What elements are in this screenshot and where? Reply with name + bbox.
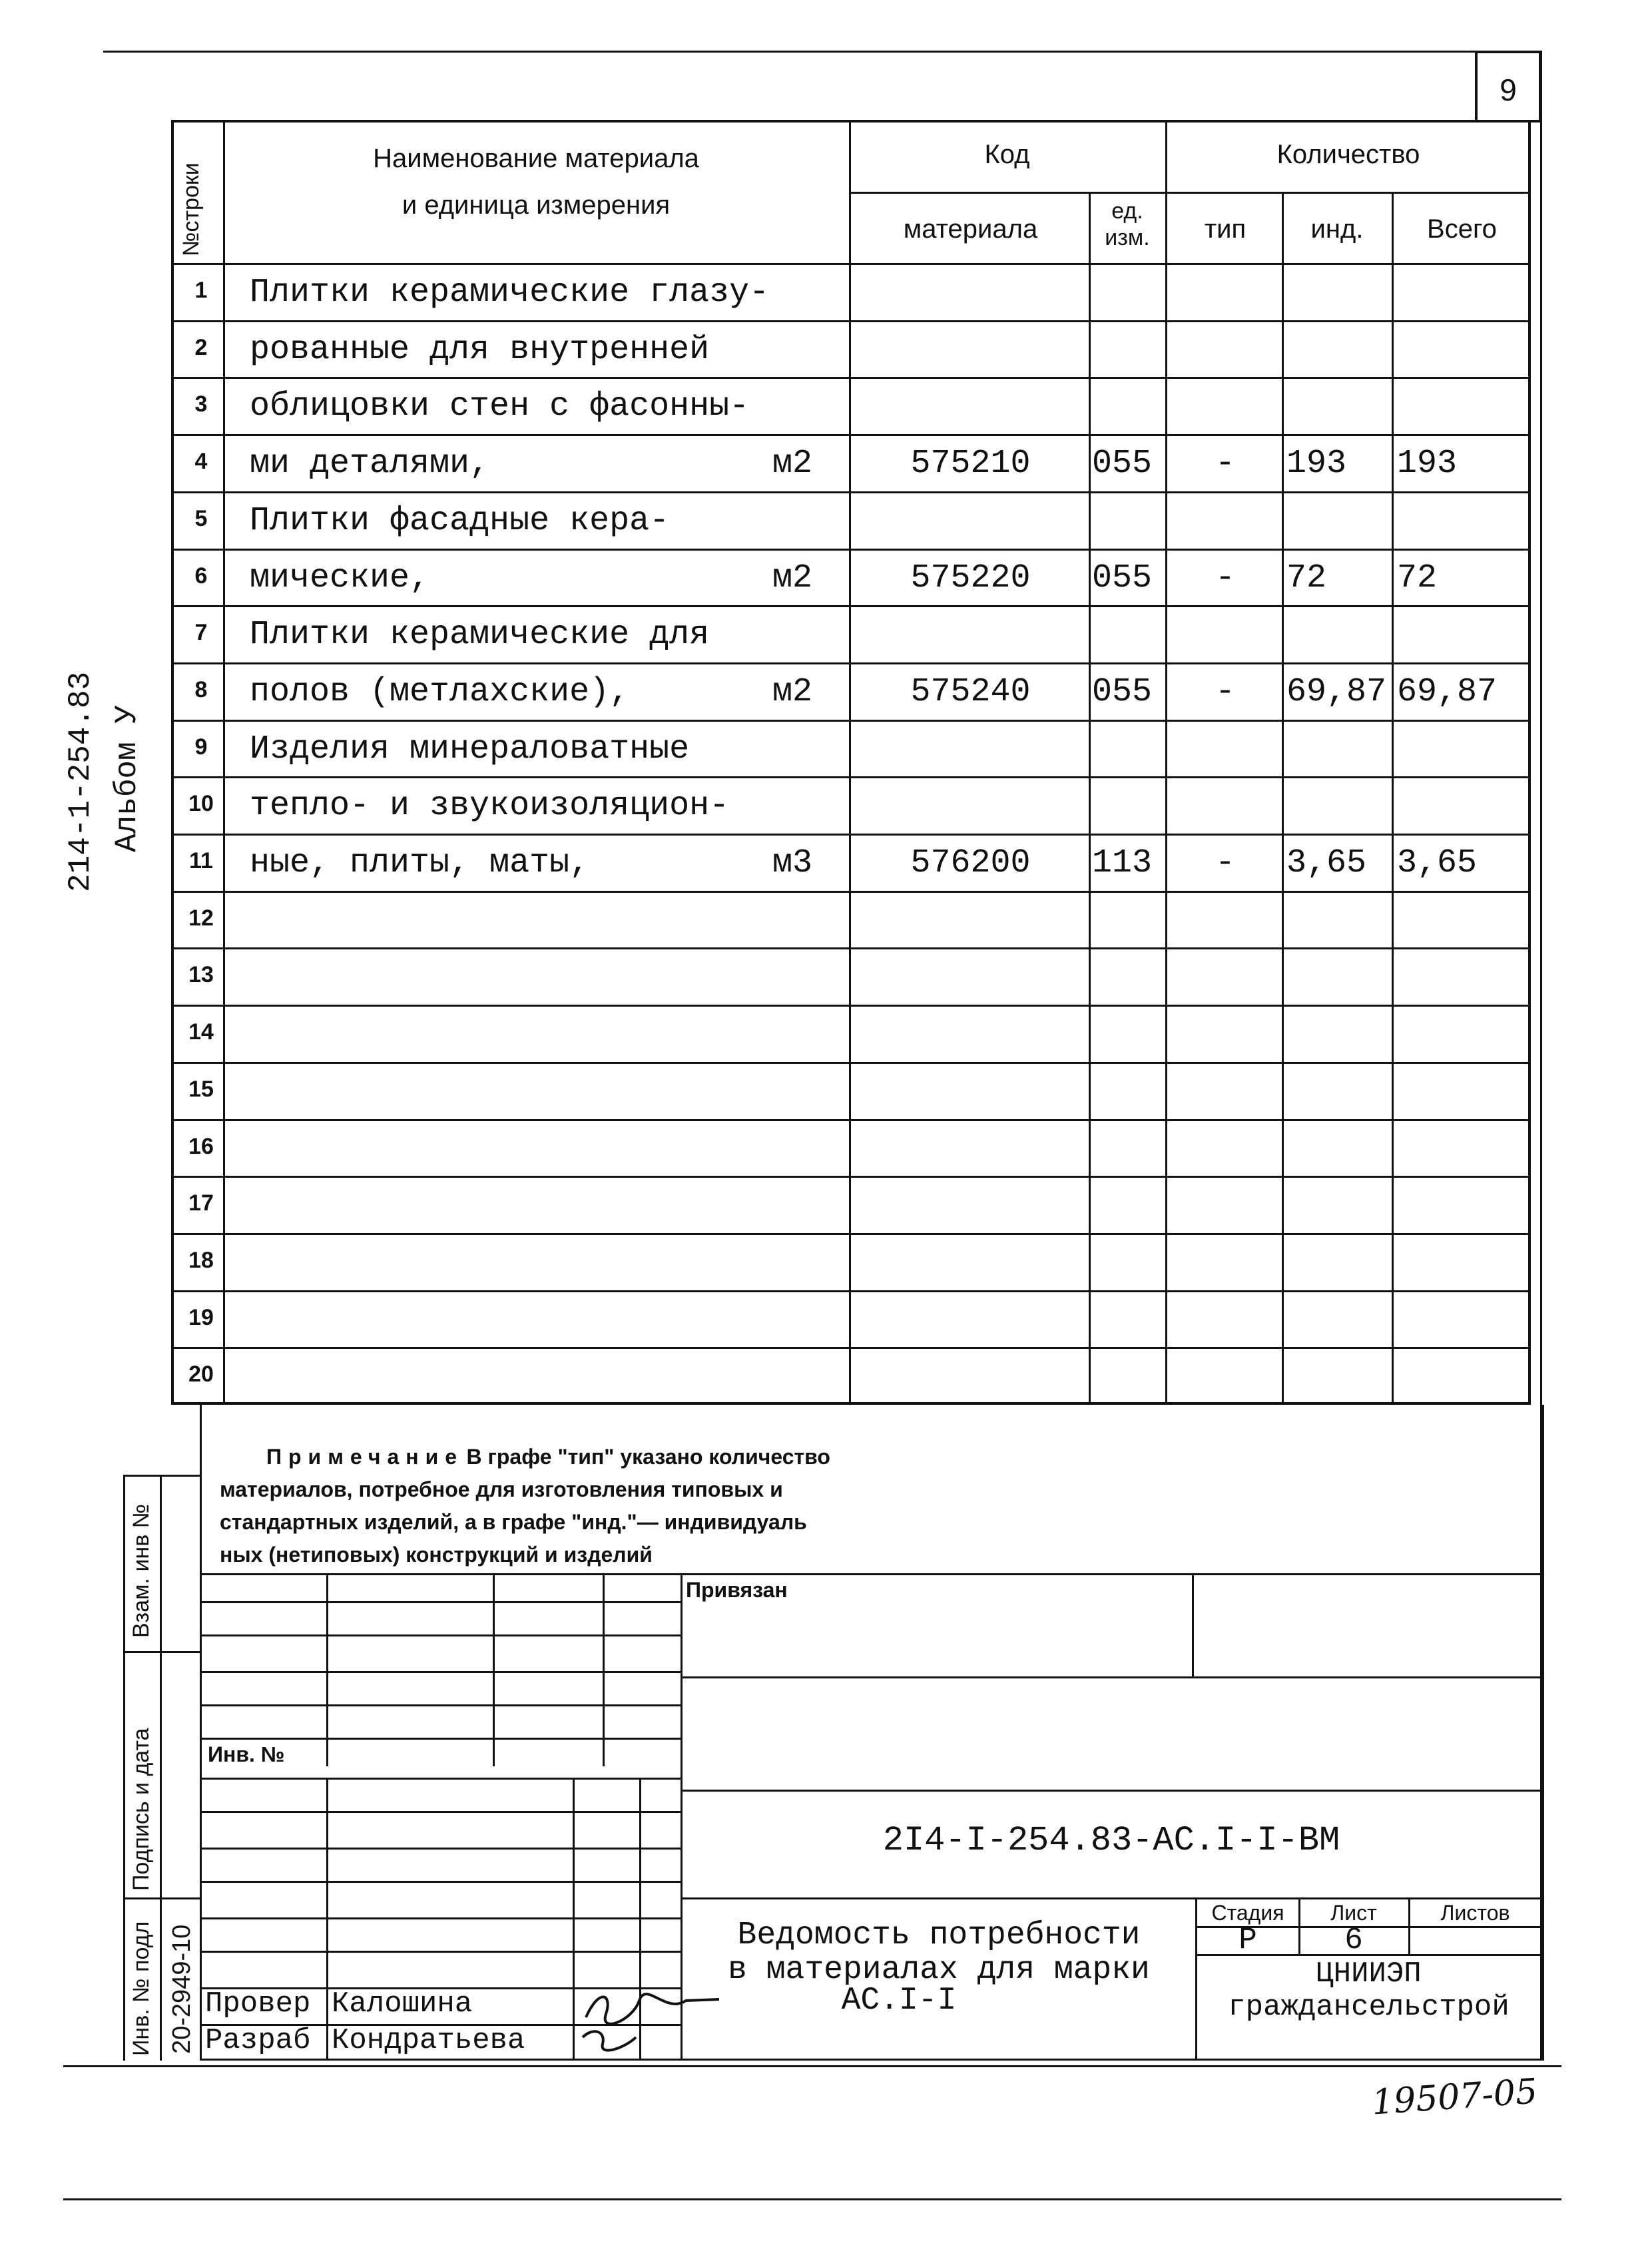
row-line [171, 947, 1531, 949]
row-number: 12 [188, 905, 214, 931]
col-line-total [1392, 192, 1394, 1405]
col-line-type [1165, 120, 1167, 1405]
row-line [171, 434, 1531, 436]
inv-no-label: Инв. № [208, 1742, 285, 1766]
material-name: полов (метлахские), [250, 673, 630, 711]
row-number: 13 [188, 962, 214, 987]
cell-ucode: 055 [1092, 559, 1153, 597]
stamp-left-line [200, 1405, 202, 2061]
side-doc-code: 214-1-254.83 [63, 671, 98, 892]
note-line1: В графе "тип" указано количество [466, 1445, 830, 1469]
stamp-right-line [1542, 1405, 1544, 2061]
sig-row-11 [200, 1951, 681, 1953]
title-line1: Ведомость потребности [737, 1917, 1141, 1953]
cell-ind: 72 [1286, 559, 1327, 597]
row-number: 1 [194, 278, 208, 303]
bottom-margin-line [63, 2065, 1561, 2067]
row-line [171, 720, 1531, 722]
checked-name: Калошина [332, 1987, 473, 2021]
cell-ind: 69,87 [1286, 673, 1387, 711]
col-line-code [849, 120, 851, 1405]
row-line [171, 1005, 1531, 1007]
stamp-bottom-line [200, 2059, 1542, 2061]
row-number: 14 [188, 1019, 214, 1045]
row-line [171, 662, 1531, 664]
header-quantity: Количество [1276, 140, 1420, 169]
col-line-num [223, 120, 225, 1405]
cell-ind: 3,65 [1286, 844, 1367, 882]
header-unit-code-2: изм. [1105, 225, 1150, 250]
note-line2: материалов, потребное для изготовления типовых и [220, 1477, 783, 1501]
material-unit: м2 [772, 445, 813, 483]
row-number: 20 [188, 1362, 214, 1387]
row-line [171, 377, 1531, 379]
material-name: ми деталями, [250, 445, 490, 483]
bottom-handwritten-number: 19507-05 [1370, 2071, 1539, 2123]
org-line2: граждансельстрой [1228, 1991, 1510, 2024]
margin-podpis-data: Подпись и дата [129, 1728, 154, 1891]
material-name: рованные для внутренней [250, 331, 710, 369]
sig-row-3 [200, 1671, 681, 1673]
row-line [171, 605, 1531, 607]
row-number: 9 [194, 734, 208, 760]
row-line [171, 1176, 1531, 1178]
row-line [171, 891, 1531, 893]
margin-top-line [123, 1475, 200, 1477]
row-line [171, 834, 1531, 836]
material-name: Изделия минераловатные [250, 730, 690, 768]
note-label: Примечание [266, 1445, 464, 1469]
row-line [171, 491, 1531, 493]
row-number: 2 [194, 335, 208, 360]
privyazan-label: Привязан [686, 1578, 788, 1602]
cell-code: 575220 [910, 559, 1031, 597]
header-name-line1: Наименование материала [373, 144, 699, 173]
cell-ind: 193 [1286, 445, 1347, 483]
cell-total: 3,65 [1397, 844, 1478, 882]
material-unit: м2 [772, 559, 813, 597]
stage-label: Стадия [1211, 1901, 1284, 1925]
row-line [171, 1233, 1531, 1235]
cell-code: 575240 [910, 673, 1031, 711]
sig-row-6 [200, 1778, 681, 1780]
cell-type: - [1215, 673, 1235, 711]
stage-value: Р [1239, 1923, 1257, 1957]
right-sep-2 [681, 1790, 1542, 1792]
note-line3: стандартных изделий, а в графе "инд."— индивидуаль [220, 1510, 807, 1534]
cell-type: - [1215, 445, 1235, 483]
material-name: тепло- и звукоизоляцион- [250, 787, 730, 825]
header-code: Код [984, 140, 1030, 169]
row-line [171, 1119, 1531, 1121]
cell-ucode: 055 [1092, 673, 1153, 711]
sig-row-9 [200, 1881, 681, 1883]
material-name: облицовки стен с фасонны- [250, 387, 750, 425]
row-number: 6 [194, 563, 208, 589]
material-unit: м3 [772, 844, 813, 882]
margin-sep-2 [123, 1897, 200, 1899]
header-unit-code-1: ед. [1111, 198, 1143, 224]
header-name-line2: и единица измерения [402, 190, 671, 220]
right-sep-1 [681, 1676, 1542, 1678]
margin-inv-podl-value: 20-2949-10 [168, 1924, 196, 2054]
org-line1: ЦНИИЭП [1316, 1957, 1422, 1991]
row-line [171, 1290, 1531, 1292]
header-qty-type: тип [1204, 214, 1246, 244]
sig-row-8 [200, 1848, 681, 1850]
cell-total: 193 [1397, 445, 1458, 483]
note-block [220, 1445, 830, 1567]
cell-type: - [1215, 559, 1235, 597]
checked-role: Провер [205, 1987, 311, 2021]
header-code-material: материала [903, 214, 1038, 244]
row-line [171, 1062, 1531, 1064]
page-number: 9 [1500, 73, 1517, 107]
header-mid-line [849, 192, 1531, 194]
row-number: 4 [194, 449, 208, 474]
sheets-label: Листов [1440, 1901, 1510, 1925]
privyazan-split [1192, 1573, 1194, 1676]
right-sep-3 [681, 1897, 1542, 1899]
top-border-line [103, 51, 1475, 53]
material-name: Плитки керамические для [250, 616, 710, 654]
margin-mid-line [160, 1475, 162, 2061]
row-number: 7 [194, 620, 208, 645]
developed-role: Разраб [205, 2024, 311, 2057]
sig-row-10 [200, 1917, 681, 1919]
row-number: 18 [188, 1248, 214, 1273]
cell-total: 69,87 [1397, 673, 1498, 711]
page-bottom-line [63, 2198, 1561, 2200]
cell-ucode: 113 [1092, 844, 1153, 882]
row-line [171, 549, 1531, 551]
row-number: 8 [194, 677, 208, 702]
row-number: 15 [188, 1077, 214, 1102]
material-name: мические, [250, 559, 430, 597]
margin-sep-1 [123, 1651, 200, 1653]
col-line-ind [1282, 192, 1284, 1405]
title-line3: АС.I-I [841, 1983, 957, 2019]
header-qty-total: Всего [1427, 214, 1497, 244]
header-bottom-line [171, 263, 1531, 265]
material-name: Плитки фасадные кера- [250, 502, 670, 540]
row-line [171, 1347, 1531, 1349]
row-number: 11 [189, 848, 213, 873]
sig-row-2 [200, 1634, 681, 1636]
cell-total: 72 [1397, 559, 1438, 597]
stamp-top-line [200, 1573, 1542, 1575]
cell-code: 576200 [910, 844, 1031, 882]
note-line4: ных (нетиповых) конструкций и изделий [220, 1543, 653, 1567]
cell-code: 575210 [910, 445, 1031, 483]
row-number: 19 [188, 1305, 214, 1330]
sig-row-5 [200, 1738, 681, 1740]
margin-vzam-inv: Взам. инв № [129, 1503, 154, 1638]
sig-row-4 [200, 1704, 681, 1706]
margin-inv-podl: Инв. № подл [129, 1921, 154, 2056]
col-line-ucode [1089, 192, 1091, 1405]
row-line [171, 320, 1531, 322]
row-number: 5 [194, 506, 208, 531]
sig-row-1 [200, 1601, 681, 1603]
sig-row-7 [200, 1811, 681, 1813]
cell-ucode: 055 [1092, 445, 1153, 483]
title-line2: в материалах для марки [728, 1952, 1150, 1988]
side-album: Альбом У [110, 705, 144, 852]
header-row-no: №строки [178, 162, 204, 256]
header-qty-ind: инд. [1310, 214, 1364, 244]
material-name: ные, плиты, маты, [250, 844, 590, 882]
sheet-label: Лист [1330, 1901, 1377, 1925]
row-number: 3 [194, 391, 208, 417]
margin-left-line [123, 1475, 125, 2061]
sheet-value: 6 [1344, 1923, 1363, 1957]
row-number: 10 [188, 791, 214, 816]
developed-name: Кондратьева [332, 2024, 525, 2057]
doc-number: 2I4-I-254.83-АС.I-I-ВМ [882, 1821, 1340, 1860]
row-number: 17 [188, 1190, 214, 1216]
row-number: 16 [188, 1134, 214, 1159]
row-line [171, 776, 1531, 778]
material-name: Плитки керамические глазу- [250, 274, 770, 312]
material-unit: м2 [772, 673, 813, 711]
cell-type: - [1215, 844, 1235, 882]
